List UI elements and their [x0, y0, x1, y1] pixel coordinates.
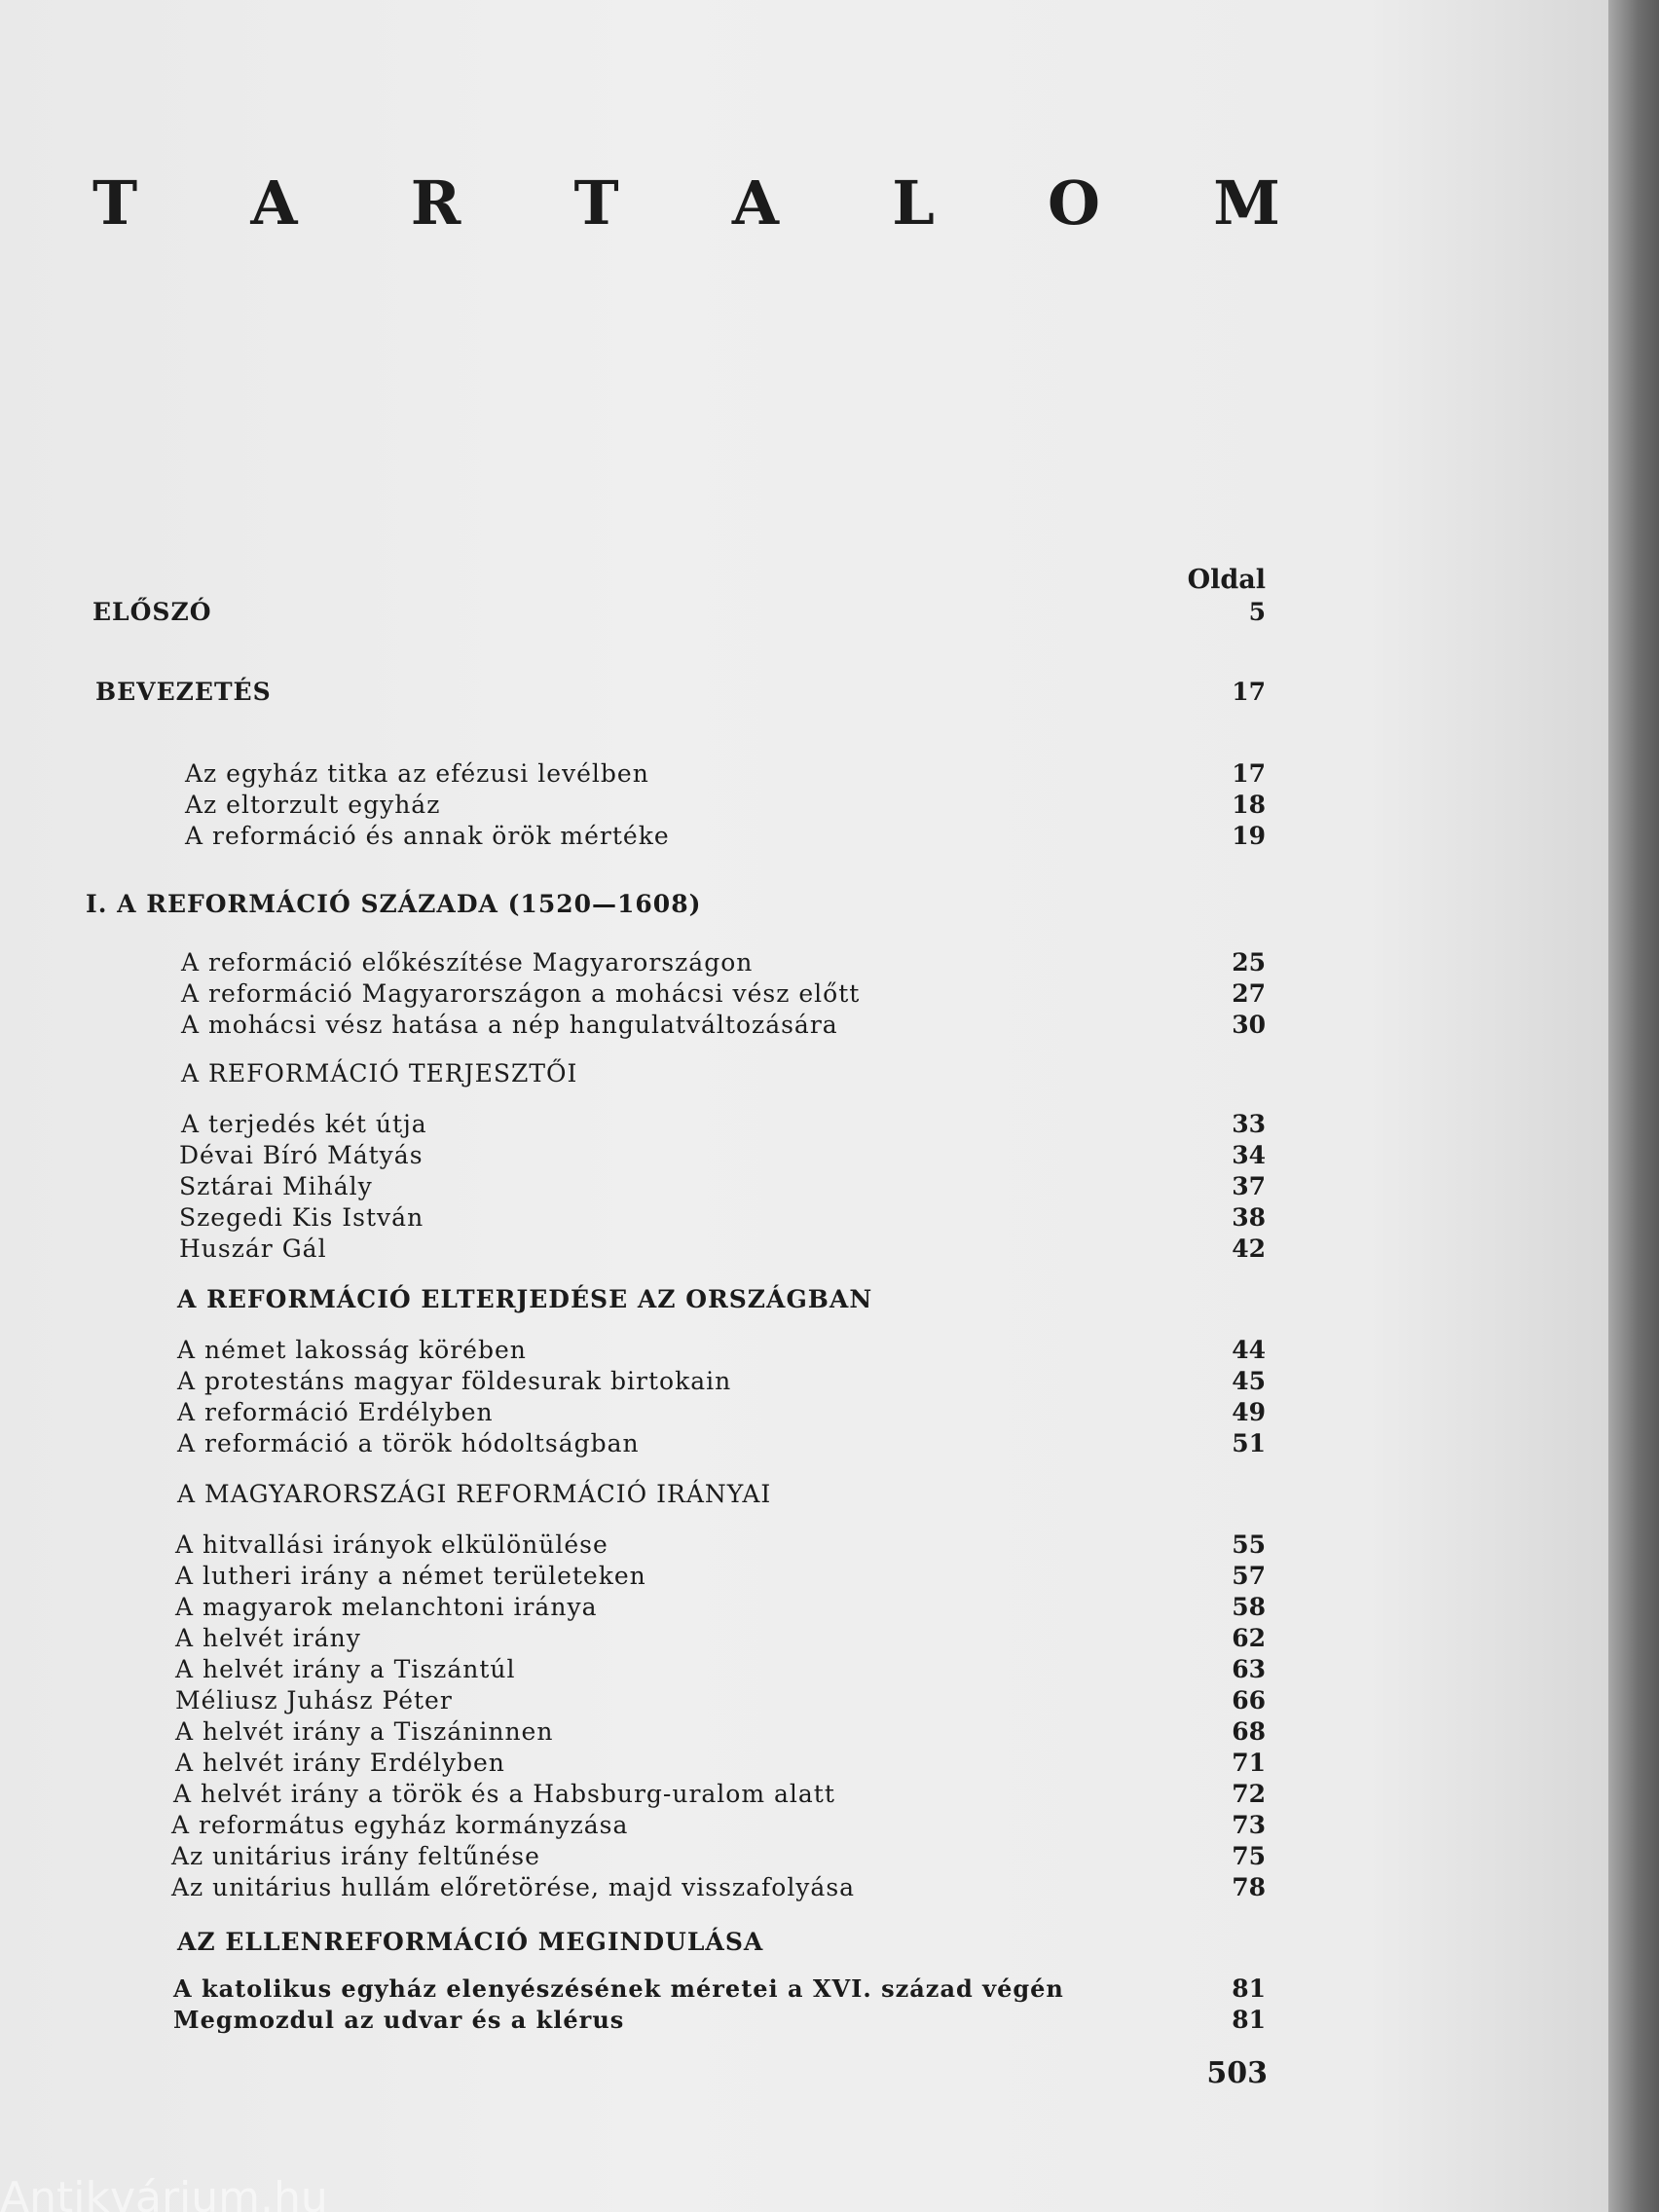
toc-entry-page: 78: [1232, 1873, 1266, 1901]
toc-entry-text: A helvét irány a török és a Habsburg-uralom alatt: [173, 1780, 835, 1808]
toc-entry: [0, 1396, 1266, 1429]
toc-entry-page: 55: [1232, 1530, 1266, 1559]
toc-entry-text: A reformáció és annak örök mértéke: [185, 822, 670, 850]
toc-entry-page: 44: [1232, 1336, 1266, 1364]
toc-entry-page: 42: [1232, 1235, 1266, 1263]
toc-entry-text: A MAGYARORSZÁGI REFORMÁCIÓ IRÁNYAI: [177, 1480, 772, 1508]
toc-entry: [0, 1560, 1266, 1593]
title-letter: L: [892, 167, 935, 239]
toc-entry-page: 37: [1232, 1172, 1266, 1200]
toc-entry-text: Az unitárius hullám előretörése, majd visszafolyása: [171, 1873, 856, 1901]
toc-entry-text: A reformáció a török hódoltságban: [177, 1429, 640, 1457]
toc-entry-text: A REFORMÁCIÓ TERJESZTŐI: [181, 1059, 578, 1088]
toc-entry: [0, 1684, 1266, 1717]
toc-entry: [0, 1170, 1266, 1203]
toc-entry-text: Szegedi Kis István: [179, 1203, 424, 1232]
toc-entry-text: A német lakosság körében: [177, 1336, 527, 1364]
toc-entry: [0, 1365, 1266, 1398]
title-letter: A: [731, 167, 779, 239]
toc-section-heading: [0, 1057, 1266, 1090]
toc-entry: [0, 1108, 1266, 1141]
title-letter: O: [1048, 167, 1101, 239]
toc-entry: [0, 820, 1266, 853]
toc-entry-text: A helvét irány Erdélyben: [175, 1749, 505, 1777]
title-letter: A: [250, 167, 298, 239]
toc-entry-text: Sztárai Mihály: [179, 1172, 373, 1200]
toc-entry: [0, 1715, 1266, 1749]
toc-entry-page: 57: [1232, 1562, 1266, 1590]
title-letter: T: [573, 167, 619, 239]
toc-entry-text: A reformáció Erdélyben: [177, 1398, 494, 1426]
toc-entry-text: A reformáció Magyarországon a mohácsi vész előtt: [181, 979, 861, 1008]
toc-entry-page: 63: [1232, 1655, 1266, 1683]
toc-entry-page: 58: [1232, 1593, 1266, 1621]
title-letter: M: [1213, 167, 1280, 239]
toc-entry-page: 62: [1232, 1624, 1266, 1652]
toc-entry-text: Az eltorzult egyház: [185, 791, 441, 819]
toc-section-heading: [0, 1283, 1266, 1316]
toc-entry-page: 68: [1232, 1717, 1266, 1746]
toc-entry: [0, 757, 1266, 791]
toc-entry: [0, 1139, 1266, 1172]
toc-entry-page: 25: [1232, 948, 1266, 977]
toc-entry: [0, 1334, 1266, 1367]
toc-entry-page: 38: [1232, 1203, 1266, 1232]
watermark-text: Antikvárium.hu: [0, 2173, 328, 2212]
toc-entry-page: 49: [1232, 1398, 1266, 1426]
toc-entry-page: 18: [1232, 791, 1266, 819]
toc-entry-text: I. A REFORMÁCIÓ SZÁZADA (1520—1608): [86, 890, 702, 918]
toc-entry-page: 27: [1232, 979, 1266, 1008]
page-column-header: Oldal: [1187, 565, 1266, 595]
toc-entry: [0, 1972, 1266, 2006]
title-letter: T: [92, 167, 138, 239]
toc-entry-text: A terjedés két útja: [181, 1110, 427, 1138]
toc-entry: [0, 1871, 1266, 1904]
toc-entry: [0, 1622, 1266, 1655]
toc-entry-page: 81: [1232, 2006, 1266, 2034]
toc-entry: [0, 1747, 1266, 1780]
toc-entry-text: Megmozdul az udvar és a klérus: [173, 2006, 625, 2034]
toc-entry-text: A helvét irány a Tiszántúl: [175, 1655, 516, 1683]
toc-entry-page: 19: [1232, 822, 1266, 850]
toc-entry-text: Az unitárius irány feltűnése: [171, 1842, 540, 1870]
toc-entry: [0, 1201, 1266, 1235]
toc-entry-page: 66: [1232, 1686, 1266, 1714]
title-letter: R: [410, 167, 461, 239]
toc-entry: [0, 1427, 1266, 1460]
toc-entry-page: 5: [1248, 598, 1266, 626]
toc-entry-text: A protestáns magyar földesurak birtokain: [177, 1367, 732, 1395]
toc-entry-text: A katolikus egyház elenyészésének méretei a XVI. század végén: [173, 1974, 1064, 2003]
toc-entry-page: 72: [1232, 1780, 1266, 1808]
toc-entry-text: A helvét irány: [175, 1624, 361, 1652]
toc-entry-text: A REFORMÁCIÓ ELTERJEDÉSE AZ ORSZÁGBAN: [177, 1285, 873, 1313]
toc-entry-text: A reformáció előkészítése Magyarországon: [181, 948, 754, 977]
book-edge: [1608, 0, 1659, 2212]
toc-entry-page: 71: [1232, 1749, 1266, 1777]
toc-entry-page: 45: [1232, 1367, 1266, 1395]
page-number: 503: [1206, 2056, 1268, 2090]
toc-entry-text: A mohácsi vész hatása a nép hangulatváltozására: [181, 1011, 838, 1039]
toc-entry: [0, 1778, 1266, 1811]
toc-entry: [0, 1653, 1266, 1686]
toc-entry: [0, 1529, 1266, 1562]
toc-entry-page: 33: [1232, 1110, 1266, 1138]
toc-entry-text: Dévai Bíró Mátyás: [179, 1141, 424, 1169]
toc-entry-text: BEVEZETÉS: [95, 678, 272, 706]
toc-entry-introduction: [0, 676, 1266, 709]
toc-entry-page: 17: [1232, 759, 1266, 788]
toc-entry: [0, 946, 1266, 979]
toc-entry-text: A református egyház kormányzása: [171, 1811, 629, 1839]
toc-entry-page: 75: [1232, 1842, 1266, 1870]
toc-entry-text: A helvét irány a Tiszáninnen: [175, 1717, 554, 1746]
toc-entry-preface: [0, 596, 1266, 629]
toc-entry-page: 34: [1232, 1141, 1266, 1169]
toc-entry-text: AZ ELLENREFORMÁCIÓ MEGINDULÁSA: [177, 1928, 764, 1956]
toc-entry-page: 30: [1232, 1011, 1266, 1039]
toc-part-heading: [0, 888, 1266, 921]
toc-entry: [0, 1233, 1266, 1266]
toc-entry-text: Huszár Gál: [179, 1235, 327, 1263]
toc-entry-text: A lutheri irány a német területeken: [175, 1562, 646, 1590]
toc-section-heading: [0, 1926, 1266, 1959]
toc-entry-text: A hitvallási irányok elkülönülése: [175, 1530, 608, 1559]
toc-entry: [0, 1809, 1266, 1842]
toc-entry-page: 17: [1232, 678, 1266, 706]
toc-entry-page: 73: [1232, 1811, 1266, 1839]
toc-entry-page: 51: [1232, 1429, 1266, 1457]
toc-section-heading: [0, 1478, 1266, 1511]
toc-entry: [0, 977, 1266, 1011]
toc-entry: [0, 789, 1266, 822]
toc-entry-text: Az egyház titka az efézusi levélben: [185, 759, 649, 788]
toc-entry: [0, 1840, 1266, 1873]
toc-entry-text: ELŐSZÓ: [92, 598, 212, 626]
page-title: [92, 167, 1280, 239]
toc-entry: [0, 1591, 1266, 1624]
toc-entry: [0, 1009, 1266, 1042]
toc-entry: [0, 2004, 1266, 2037]
toc-entry-page: 81: [1232, 1974, 1266, 2003]
toc-entry-text: A magyarok melanchtoni iránya: [175, 1593, 598, 1621]
toc-entry-text: Méliusz Juhász Péter: [175, 1686, 453, 1714]
